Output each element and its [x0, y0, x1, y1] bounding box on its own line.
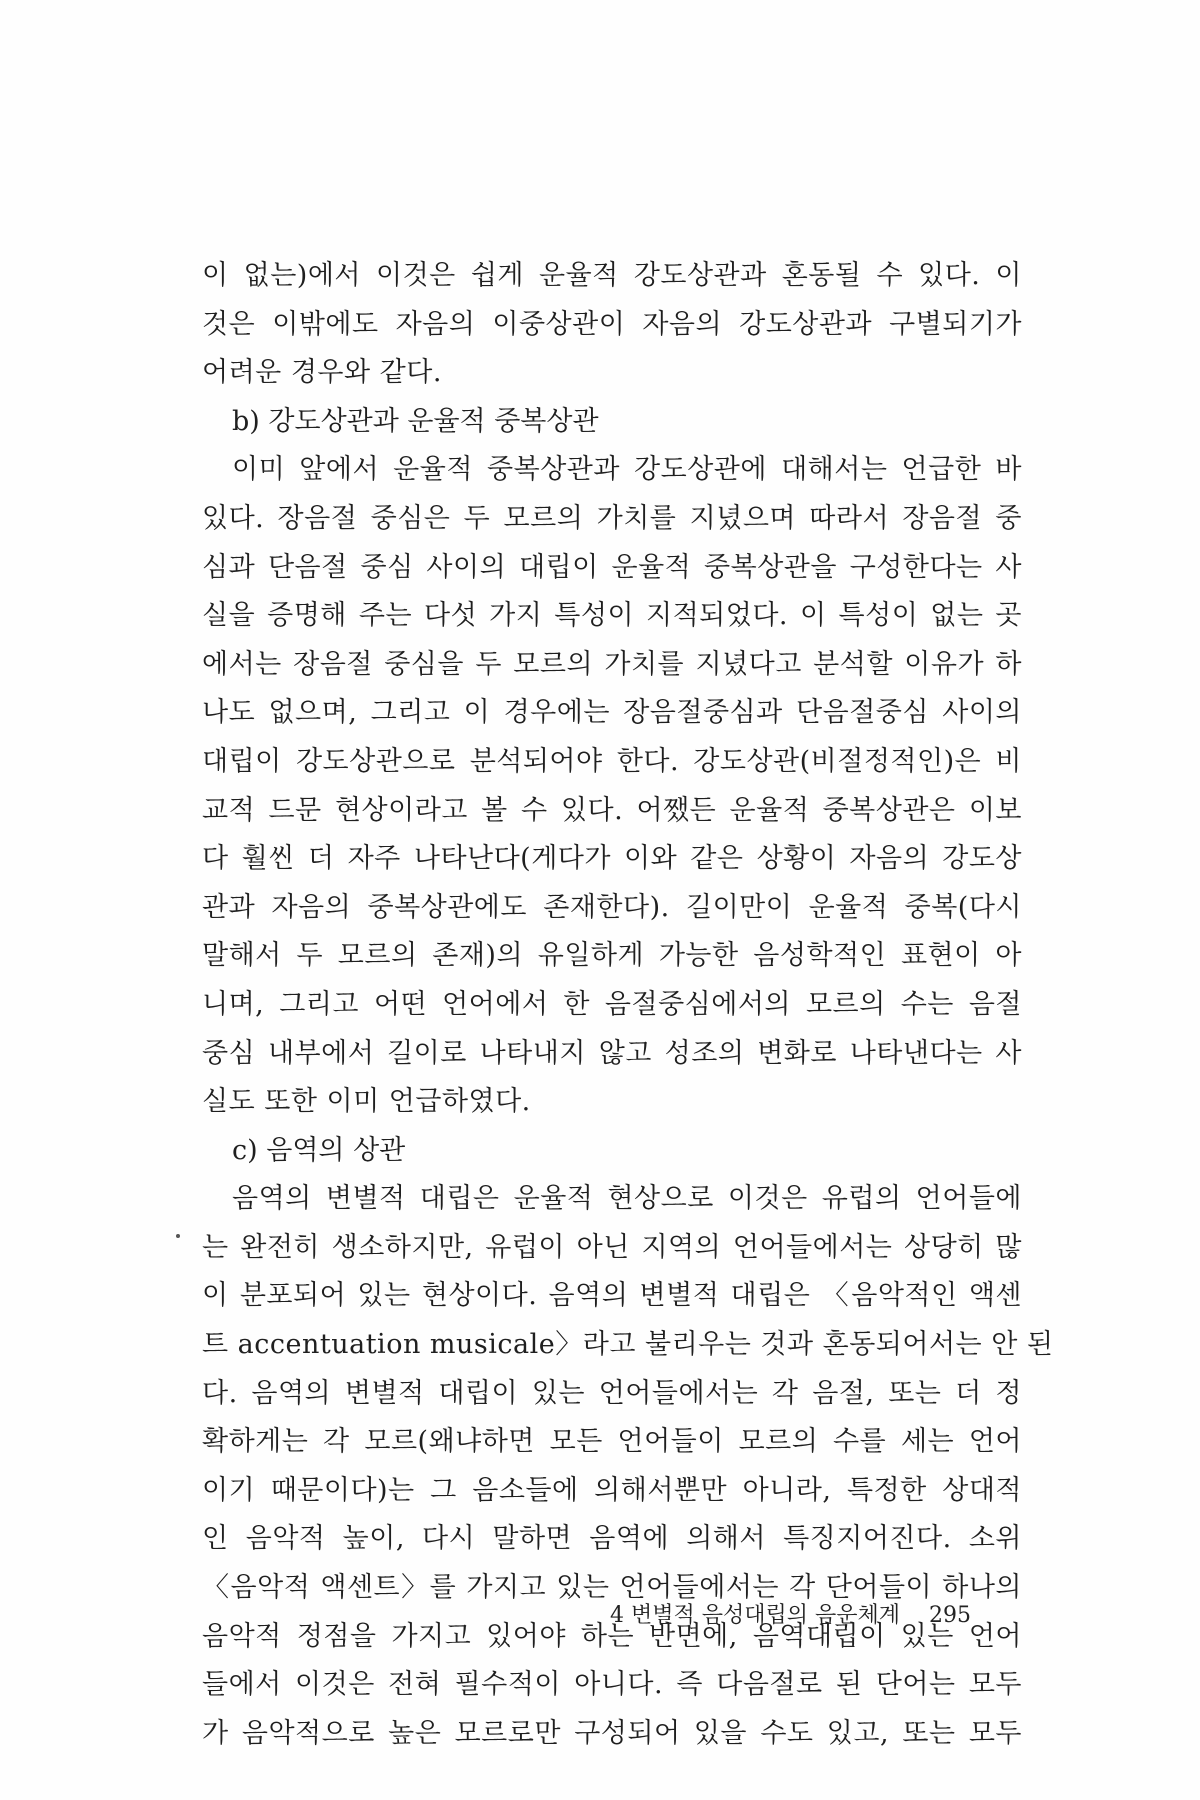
text-line: 들에서 이것은 전혀 필수적이 아니다. 즉 다음절로 된 단어는 모두: [202, 1669, 1022, 1701]
text-line: 교적 드문 현상이라고 볼 수 있다. 어쨌든 운율적 중복상관은 이보: [202, 794, 1022, 826]
text-line: 이미 앞에서 운율적 중복상관과 강도상관에 대해서는 언급한 바: [232, 454, 1022, 486]
text-line: 다 훨씬 더 자주 나타난다(게다가 이와 같은 상황이 자음의 강도상: [202, 843, 1022, 875]
page-footer: [610, 1598, 971, 1629]
text-line: 중심 내부에서 길이로 나타내지 않고 성조의 변화로 나타낸다는 사: [202, 1037, 1022, 1069]
text-line: 이 없는)에서 이것은 쉽게 운율적 강도상관과 혼동될 수 있다. 이: [202, 260, 1022, 291]
text-line: 음악적 정점을 가지고 있어야 하는 반면에, 음역대립이 있는 언어: [202, 1620, 1022, 1652]
text-line: 대립이 강도상관으로 분석되어야 한다. 강도상관(비절정적인)은 비: [202, 745, 1022, 777]
text-line: 어려운 경우와 같다.: [202, 357, 442, 389]
running-title: 4 변별적 음성대립의 음운체계: [610, 1603, 901, 1628]
page-number: 295: [929, 1603, 972, 1628]
section-heading-b: b) 강도상관과 운율적 중복상관: [232, 405, 599, 437]
text-line: 실을 증명해 주는 다섯 가지 특성이 지적되었다. 이 특성이 없는 곳: [202, 600, 1022, 632]
text-line: 트 accentuation musicale〉라고 불리우는 것과 혼동되어서는 안 된: [202, 1329, 1054, 1361]
text-line: 가 음악적으로 높은 모르로만 구성되어 있을 수도 있고, 또는 모두: [202, 1717, 1022, 1749]
text-line: 인 음악적 높이, 다시 말하면 음역에 의해서 특징지어진다. 소위: [202, 1523, 1022, 1555]
text-line: 확하게는 각 모르(왜냐하면 모든 언어들이 모르의 수를 세는 언어: [202, 1426, 1022, 1458]
text-line: 이 분포되어 있는 현상이다. 음역의 변별적 대립은 〈음악적인 액센: [202, 1280, 1022, 1312]
text-line: 는 완전히 생소하지만, 유럽이 아닌 지역의 언어들에서는 상당히 많: [202, 1231, 1022, 1263]
text-line: 나도 없으며, 그리고 이 경우에는 장음절중심과 단음절중심 사이의: [202, 697, 1022, 729]
text-line: 실도 또한 이미 언급하였다.: [202, 1086, 531, 1118]
text-line: 다. 음역의 변별적 대립이 있는 언어들에서는 각 음절, 또는 더 정: [202, 1377, 1022, 1409]
text-line: 음역의 변별적 대립은 운율적 현상으로 이것은 유럽의 언어들에: [232, 1183, 1022, 1215]
text-line: 니며, 그리고 어떤 언어에서 한 음절중심에서의 모르의 수는 음절: [202, 988, 1022, 1020]
text-line: 에서는 장음절 중심을 두 모르의 가치를 지녔다고 분석할 이유가 하: [202, 648, 1022, 680]
section-heading-c: c) 음역의 상관: [232, 1134, 406, 1166]
text-line: 이기 때문이다)는 그 음소들에 의해서뿐만 아니라, 특정한 상대적: [202, 1474, 1022, 1506]
margin-dot: [176, 1234, 180, 1238]
body-text: [202, 252, 1054, 1758]
text-line: 것은 이밖에도 자음의 이중상관이 자음의 강도상관과 구별되기가: [202, 308, 1022, 340]
text-line: 있다. 장음절 중심은 두 모르의 가치를 지녔으며 따라서 장음절 중: [202, 502, 1022, 534]
text-line: 〈음악적 액센트〉를 가지고 있는 언어들에서는 각 단어들이 하나의: [202, 1572, 1022, 1604]
text-line: 말해서 두 모르의 존재)의 유일하게 가능한 음성학적인 표현이 아: [202, 940, 1022, 972]
text-line: 심과 단음절 중심 사이의 대립이 운율적 중복상관을 구성한다는 사: [202, 551, 1022, 583]
text-line: 관과 자음의 중복상관에도 존재한다). 길이만이 운율적 중복(다시: [202, 891, 1022, 923]
